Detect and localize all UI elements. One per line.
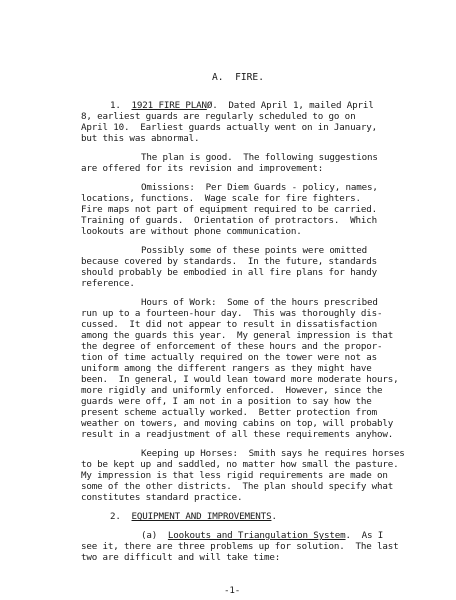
para2-line2: are offered for its revision and improvement:	[81, 163, 324, 174]
para4-line2: because covered by standards. In the future, standards	[81, 256, 377, 267]
para5-line5: the degree of enforcement of these hours and the propor-	[81, 341, 383, 352]
para3-line4: Training of guards. Orientation of protractors. Which	[81, 215, 377, 226]
para2-line1: The plan is good. The following suggestions	[141, 152, 378, 163]
para5-line2: run up to a fourteen-hour day. This was thoroughly dis-	[81, 308, 383, 319]
para8-title: Lookouts and Triangulation System	[167, 530, 346, 541]
para1-title-suffix: Ø.	[206, 100, 218, 111]
page-number: -1-	[224, 585, 241, 596]
para6-line5: constitutes standard practice.	[81, 492, 243, 503]
para1-line2: 8, earliest guards are regularly scheduled to go on	[81, 111, 356, 122]
para5-line1: Hours of Work: Some of the hours prescribed	[141, 297, 378, 308]
para7-number: 2.	[110, 511, 121, 522]
para5-line11: present scheme actually worked. Better protection from	[81, 407, 377, 418]
para1-line1	[110, 100, 374, 111]
para4-line3: should probably be embodied in all fire plans for handy	[81, 267, 377, 278]
para3-line5: lookouts are without phone communication.	[81, 226, 302, 237]
para5-line10: guards were off, I am not in a position to say how the	[81, 396, 372, 407]
para5-line9: more rigidly and uniformly enforced. However, since the	[81, 385, 383, 396]
para8-line2: see it, there are three problems up for solution. The last	[81, 541, 399, 552]
para5-line4: among the guards this year. My general impression is that	[81, 330, 394, 341]
para1-line1-rest: Dated April 1, mailed April	[217, 100, 374, 111]
para7-title: EQUIPMENT AND IMPROVEMENTS	[131, 511, 272, 522]
para3-line2: locations, functions. Wage scale for fire fighters.	[81, 193, 361, 204]
para8-prefix: (a)	[141, 530, 168, 541]
para1-line3: April 10. Earliest guards actually went on in January,	[81, 122, 377, 133]
para5-line13: result in a readjustment of all these requirements anyhow.	[81, 429, 394, 440]
para4-line1: Possibly some of these points were omitted	[141, 245, 368, 256]
para8-line1	[141, 530, 383, 541]
para6-line1: Keeping up Horses: Smith says he requires horses	[141, 448, 405, 459]
para5-line7: uniform among the different rangers as they might have	[81, 363, 372, 374]
para1-number: 1.	[110, 100, 121, 111]
section-heading: A. FIRE.	[212, 72, 264, 83]
para5-line12: weather on towers, and moving cabins on top, will probably	[81, 418, 394, 429]
para4-line4: reference.	[81, 278, 135, 289]
para5-line6: tion of time actually required on the tower were not as	[81, 352, 377, 363]
para6-line4: some of the other districts. The plan should specify what	[81, 481, 394, 492]
para6-line3: My impression is that less rigid requirements are made on	[81, 470, 388, 481]
para1-title: 1921 FIRE PLAN	[131, 100, 207, 111]
para8-line1-rest: . As I	[345, 530, 384, 541]
para8-line3: two are difficult and will take time:	[81, 552, 281, 563]
para7-title-suffix: .	[271, 511, 277, 522]
para1-line4: but this was abnormal.	[81, 133, 200, 144]
para6-line2: to be kept up and saddled, no matter how small the pasture.	[81, 459, 399, 470]
para7-line1	[110, 511, 277, 522]
para5-line3: cussed. It did not appear to result in dissatisfaction	[81, 319, 377, 330]
para5-line8: been. In general, I would lean toward more moderate hours,	[81, 374, 399, 385]
para3-line3: Fire maps not part of equipment required to be carried.	[81, 204, 377, 215]
para3-line1: Omissions: Per Diem Guards - policy, names,	[141, 182, 378, 193]
